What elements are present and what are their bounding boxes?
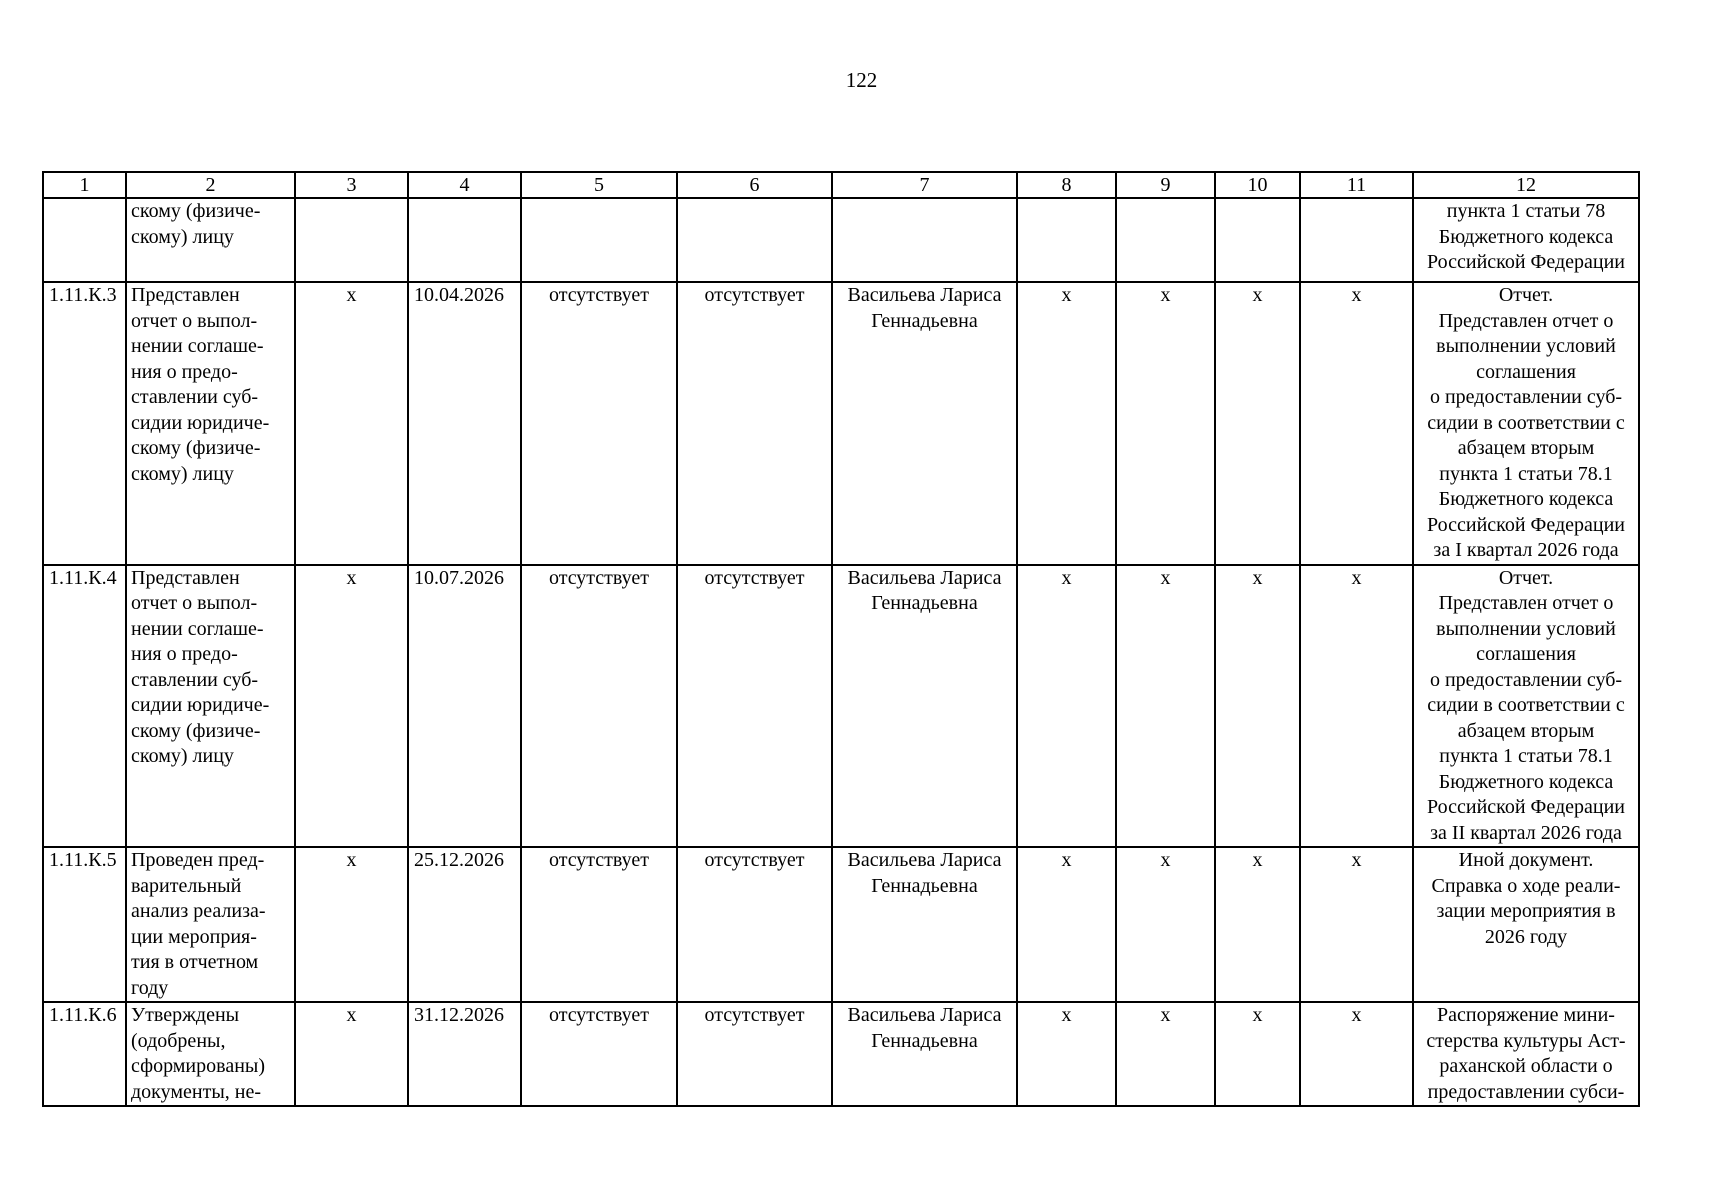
row-code-cell: 1.11.К.6 bbox=[43, 1002, 126, 1106]
cell-col11: х bbox=[1300, 1002, 1413, 1106]
cell-col9 bbox=[1116, 198, 1215, 282]
cell-col11 bbox=[1300, 198, 1413, 282]
column-number: 11 bbox=[1300, 172, 1413, 198]
document-type-cell: Иной документ. Справка о ходе реали- зации мероприятия в 2026 году bbox=[1413, 847, 1639, 1002]
cell-col9: х bbox=[1116, 847, 1215, 1002]
row-code-cell bbox=[43, 198, 126, 282]
column-number: 12 bbox=[1413, 172, 1639, 198]
row-code-cell: 1.11.К.4 bbox=[43, 565, 126, 848]
column-number: 10 bbox=[1215, 172, 1300, 198]
activity-name-line: скому) лицу bbox=[131, 745, 234, 767]
activity-name-line: Представлен bbox=[131, 284, 240, 306]
cell-col10: х bbox=[1215, 1002, 1300, 1106]
cell-col10 bbox=[1215, 198, 1300, 282]
cell-col6: отсутствует bbox=[677, 847, 832, 1002]
activity-name-line: ставлении суб- bbox=[131, 668, 259, 691]
cell-col10: х bbox=[1215, 847, 1300, 1002]
table-row bbox=[43, 565, 1639, 848]
column-number: 5 bbox=[521, 172, 677, 198]
cell-col8 bbox=[1017, 198, 1116, 282]
activity-name-line: скому (физиче- bbox=[131, 437, 261, 459]
activity-name-line: скому (физиче- bbox=[131, 719, 261, 742]
activity-name-line: (одобрены, bbox=[131, 1029, 226, 1052]
cell-col5: отсутствует bbox=[521, 1002, 677, 1106]
column-number: 1 bbox=[43, 172, 126, 198]
activity-name-cell bbox=[126, 282, 295, 565]
cell-col3: х bbox=[295, 565, 408, 848]
cell-col6: отсутствует bbox=[677, 565, 832, 848]
column-number-row bbox=[43, 172, 1639, 198]
responsible-person-cell: Васильева Лариса Геннадьевна bbox=[832, 282, 1017, 565]
responsible-person-cell: Васильева Лариса Геннадьевна bbox=[832, 847, 1017, 1002]
activity-name-line: Проведен пред- bbox=[131, 849, 265, 871]
cell-col6 bbox=[677, 198, 832, 282]
column-number: 4 bbox=[408, 172, 521, 198]
cell-col3: х bbox=[295, 1002, 408, 1106]
cell-col3: х bbox=[295, 282, 408, 565]
cell-col3: х bbox=[295, 847, 408, 1002]
cell-col9: х bbox=[1116, 1002, 1215, 1106]
activity-name-line: нении соглаше- bbox=[131, 335, 264, 357]
activity-name-cell bbox=[126, 847, 295, 1002]
responsible-person-cell: Васильева Лариса Геннадьевна bbox=[832, 565, 1017, 848]
column-number: 9 bbox=[1116, 172, 1215, 198]
cell-col5: отсутствует bbox=[521, 847, 677, 1002]
cell-col6: отсутствует bbox=[677, 282, 832, 565]
cell-col5 bbox=[521, 198, 677, 282]
cell-col11: х bbox=[1300, 282, 1413, 565]
activity-name-line: сформированы) bbox=[131, 1055, 265, 1077]
cell-col11: х bbox=[1300, 847, 1413, 1002]
document-type-cell: Распоряжение мини- стерства культуры Аст- раханской области о предоставлении субси- bbox=[1413, 1002, 1639, 1106]
activity-name-line: сидии юридиче- bbox=[131, 694, 270, 716]
cell-col8: х bbox=[1017, 565, 1116, 848]
row-code-cell: 1.11.К.5 bbox=[43, 847, 126, 1002]
table-row bbox=[43, 847, 1639, 1002]
column-number: 2 bbox=[126, 172, 295, 198]
column-number: 8 bbox=[1017, 172, 1116, 198]
activity-name-line: нении соглаше- bbox=[131, 617, 264, 640]
activity-name-line: Представлен bbox=[131, 566, 240, 589]
column-number: 3 bbox=[295, 172, 408, 198]
activity-name-line: документы, не- bbox=[131, 1080, 261, 1103]
plan-table bbox=[42, 171, 1640, 1107]
date-cell: 31.12.2026 bbox=[408, 1002, 521, 1106]
activity-name-line: Утверждены bbox=[131, 1004, 240, 1026]
cell-col5: отсутствует bbox=[521, 565, 677, 848]
activity-name-line: отчет о выпол- bbox=[131, 309, 258, 332]
row-code-cell: 1.11.К.3 bbox=[43, 282, 126, 565]
responsible-person-cell bbox=[832, 198, 1017, 282]
date-cell: 25.12.2026 bbox=[408, 847, 521, 1002]
activity-name-cell bbox=[126, 1002, 295, 1106]
date-cell bbox=[408, 198, 521, 282]
activity-name-line: скому) лицу bbox=[131, 462, 234, 485]
document-type-cell: пункта 1 статьи 78 Бюджетного кодекса Российской Федерации bbox=[1413, 198, 1639, 282]
document-type-cell: Отчет. Представлен отчет о выполнении условий соглашения о предоставлении суб- сидии в соответствии с абзацем вторым пункта 1 статьи 78.1 Бюджетного кодекса Российской Федерации за I квартал 2026 года bbox=[1413, 282, 1639, 565]
cell-col10: х bbox=[1215, 565, 1300, 848]
table-row bbox=[43, 198, 1639, 282]
column-number: 7 bbox=[832, 172, 1017, 198]
activity-name-line: варительный bbox=[131, 874, 242, 897]
activity-name-line: анализ реализа- bbox=[131, 900, 266, 922]
cell-col6: отсутствует bbox=[677, 1002, 832, 1106]
column-number: 6 bbox=[677, 172, 832, 198]
table-row bbox=[43, 1002, 1639, 1106]
activity-name-cell bbox=[126, 565, 295, 848]
activity-name-line: сидии юридиче- bbox=[131, 411, 270, 434]
activity-name-line: ния о предо- bbox=[131, 643, 238, 665]
cell-col8: х bbox=[1017, 1002, 1116, 1106]
cell-col8: х bbox=[1017, 282, 1116, 565]
cell-col3 bbox=[295, 198, 408, 282]
cell-col8: х bbox=[1017, 847, 1116, 1002]
date-cell: 10.07.2026 bbox=[408, 565, 521, 848]
cell-col5: отсутствует bbox=[521, 282, 677, 565]
activity-name-line: скому) лицу bbox=[131, 225, 234, 248]
page-number: 122 bbox=[845, 68, 878, 92]
cell-col10: х bbox=[1215, 282, 1300, 565]
table-body bbox=[43, 198, 1639, 1106]
responsible-person-cell: Васильева Лариса Геннадьевна bbox=[832, 1002, 1017, 1106]
activity-name-line: ставлении суб- bbox=[131, 386, 259, 408]
plan-table-wrapper bbox=[42, 171, 1638, 1107]
date-cell: 10.04.2026 bbox=[408, 282, 521, 565]
activity-name-line: скому (физиче- bbox=[131, 200, 261, 222]
activity-name-cell bbox=[126, 198, 295, 282]
activity-name-line: отчет о выпол- bbox=[131, 592, 258, 614]
table-row bbox=[43, 282, 1639, 565]
activity-name-line: ции мероприя- bbox=[131, 925, 257, 948]
document-type-cell: Отчет. Представлен отчет о выполнении условий соглашения о предоставлении суб- сидии в соответствии с абзацем вторым пункта 1 статьи 78.1 Бюджетного кодекса Российской Федерации за II квартал 2026 года bbox=[1413, 565, 1639, 848]
cell-col9: х bbox=[1116, 565, 1215, 848]
activity-name-line: ния о предо- bbox=[131, 360, 238, 383]
activity-name-line: тия в отчетном bbox=[131, 951, 259, 973]
cell-col9: х bbox=[1116, 282, 1215, 565]
activity-name-line: году bbox=[131, 976, 169, 999]
cell-col11: х bbox=[1300, 565, 1413, 848]
